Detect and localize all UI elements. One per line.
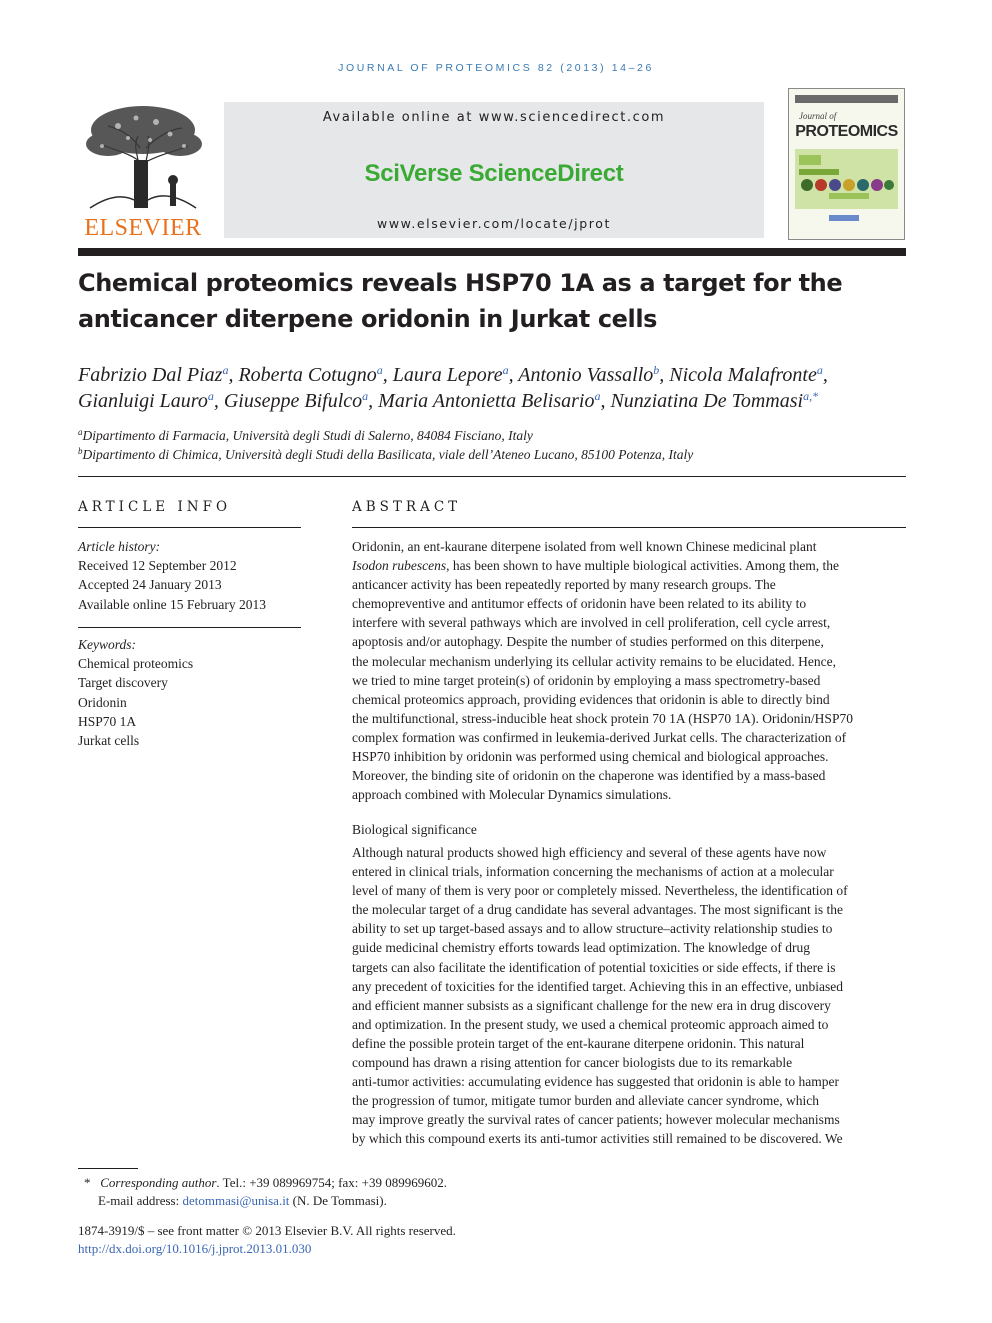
abstract-line: complex formation was confirmed in leukemia-derived Jurkat cells. The characterization of <box>352 729 847 745</box>
abstract-line: anticancer activity has been repeatedly reported by many research groups. The <box>352 577 776 593</box>
bio-line: the progression of tumor, mitigate tumor burden and alleviate cancer syndrome, which <box>352 1093 819 1109</box>
abstract-line-rest: , has been shown to have multiple biological activities. Among them, the <box>446 558 840 574</box>
bio-line: level of many of them is very poor or completely missed. Nevertheless, the identification of <box>352 883 848 899</box>
bio-line: compound has drawn a rising attention for cancer biologists due to its remarkable <box>352 1055 793 1071</box>
footnote-star: * <box>84 1175 91 1190</box>
bio-line: and efficient manner subsists as a significant challenge for the new era in drug discovery <box>352 997 831 1013</box>
author-line-1 <box>78 362 918 388</box>
bio-line: the molecular target of a drug candidate has several advantages. The most significant is the <box>352 902 843 918</box>
history-rule <box>78 627 301 628</box>
bio-line: define the possible protein target of the ent-kaurane diterpene oridonin. This natural <box>352 1035 805 1051</box>
bio-line: may improve greatly the survival rates of cancer patients; however molecular mechanisms <box>352 1112 840 1128</box>
author-affil-link[interactable]: a <box>207 389 214 403</box>
affiliation-text: Dipartimento di Farmacia, Università degli Studi di Salerno, 84084 Fisciano, Italy <box>82 428 533 443</box>
author-affil-link[interactable]: a <box>362 389 369 403</box>
available-online-text: Available online at www.sciencedirect.com <box>322 110 666 125</box>
cover-title: PROTEOMICS <box>795 123 898 140</box>
keyword-item: HSP70 1A <box>78 713 137 729</box>
bio-line: ability to set up target-based assays and to allow structure–activity relationship studies to <box>352 921 833 937</box>
species-name: Isodon rubescens <box>352 558 447 574</box>
header-rule <box>78 248 906 256</box>
keyword-item: Chemical proteomics <box>78 656 194 672</box>
journal-url[interactable]: www.elsevier.com/locate/jprot <box>377 216 611 231</box>
affiliation-text: Dipartimento di Chimica, Università degli Studi della Basilicata, viale dell’Ateneo Lucano, 85100 Potenza, Italy <box>82 447 694 462</box>
abstract-line: apoptosis and/or autophagy. Despite the number of studies performed on this diterpene, <box>352 634 824 650</box>
affiliation-marker: a <box>78 427 83 437</box>
abstract-line: approach combined with Molecular Dynamics simulations. <box>352 787 672 803</box>
author-affil-link[interactable]: a,* <box>803 389 819 403</box>
biological-significance-heading: Biological significance <box>352 822 477 837</box>
email-line <box>78 1192 447 1210</box>
abstract-line: chemical proteomics approach, providing evidences that oridonin is able to directly bind <box>352 691 830 707</box>
history-received: Received 12 September 2012 <box>78 558 237 574</box>
abstract-line <box>352 556 906 575</box>
email-label: E-mail address: <box>98 1193 183 1208</box>
email-link[interactable]: detommasi@unisa.it <box>182 1193 290 1208</box>
cover-subtitle: Journal of <box>799 111 837 121</box>
corresponding-author-label: Corresponding author <box>100 1175 217 1190</box>
footnote-rule <box>78 1168 138 1169</box>
affiliations <box>78 426 918 464</box>
history-online: Available online 15 February 2013 <box>78 596 266 612</box>
keywords-label: Keywords: <box>78 637 136 652</box>
sciencedirect-banner <box>224 102 764 238</box>
bio-line: and optimization. In the present study, we used a chemical proteomic approach aimed to <box>352 1016 829 1032</box>
author-name: Nicola Malafronte <box>669 364 817 386</box>
bio-line: entered in clinical trials, information concerning the mechanisms of action at a molecular <box>352 864 834 880</box>
keyword-item: Jurkat cells <box>78 733 140 749</box>
article-history <box>78 537 303 614</box>
article-info-rule <box>78 527 301 528</box>
history-accepted: Accepted 24 January 2013 <box>78 577 222 593</box>
author-name: Giuseppe Bifulco <box>223 390 363 412</box>
author-line-2 <box>78 388 918 414</box>
affiliation-rule <box>78 476 906 477</box>
keyword-item: Target discovery <box>78 675 168 691</box>
corresponding-author-note <box>78 1174 447 1210</box>
author-list <box>78 362 918 414</box>
author-affil-link[interactable]: a <box>502 363 509 377</box>
author-affil-link[interactable]: a <box>222 363 229 377</box>
article-title <box>78 265 908 337</box>
bio-line: Although natural products showed high efficiency and several of these agents have now <box>352 845 827 860</box>
bio-line: anti-tumor activities: accumulating evidence has suggested that oridonin is able to hamper <box>352 1074 839 1090</box>
abstract-line: we tried to mine target protein(s) of oridonin by employing a mass spectrometry-based <box>352 672 821 688</box>
abstract-body <box>352 537 906 804</box>
bio-line: guide medicinal chemistry efforts towards lead optimization. The knowledge of drug <box>352 940 811 956</box>
author-separator: , <box>228 364 239 386</box>
author-separator: , <box>213 390 224 412</box>
keyword-item: Oridonin <box>78 694 127 710</box>
author-affil-link[interactable]: a <box>594 389 601 403</box>
author-separator: , <box>822 364 828 386</box>
abstract-line: Oridonin, an ent-kaurane diterpene isolated from well known Chinese medicinal plant <box>352 539 817 554</box>
author-affil-link[interactable]: b <box>653 363 660 377</box>
issn-copyright: 1874-3919/$ – see front matter © 2013 Elsevier B.V. All rights reserved. <box>78 1223 456 1238</box>
affiliation-b <box>78 445 918 464</box>
author-affil-link[interactable]: a <box>376 363 383 377</box>
sciverse-sciencedirect-logo: SciVerse ScienceDirect <box>364 160 624 187</box>
author-name: Nunziatina De Tommasi <box>610 390 804 412</box>
bio-line: targets can also facilitate the identification of potential toxicities or side effects, if there is <box>352 959 836 975</box>
bio-line: any precedent of toxicities for the identified target. Achieving this in an effective, unbiased <box>352 978 843 994</box>
journal-cover <box>788 88 905 240</box>
keywords <box>78 635 303 750</box>
author-separator: , <box>659 364 670 386</box>
author-name: Fabrizio Dal Piaz <box>78 364 223 386</box>
abstract-rule <box>352 527 906 528</box>
article-history-label: Article history: <box>78 539 161 554</box>
author-separator: , <box>368 390 379 412</box>
doi-link[interactable]: http://dx.doi.org/10.1016/j.jprot.2013.01.030 <box>78 1241 312 1256</box>
author-separator: , <box>382 364 393 386</box>
abstract-line: HSP70 inhibition by oridonin was performed using chemical and biological approaches. <box>352 749 829 765</box>
elsevier-logo <box>78 100 208 242</box>
abstract-line: interfere with several pathways which are involved in cell proliferation, cell cycle arrest, <box>352 615 831 631</box>
email-owner: (N. De Tommasi). <box>289 1193 387 1208</box>
biological-significance-body <box>352 843 906 1149</box>
abstract-heading: ABSTRACT <box>352 499 462 515</box>
abstract-line: chemopreventive and antitumor effects of oridonin have been related to its ability to <box>352 596 807 612</box>
elsevier-wordmark: ELSEVIER <box>84 215 202 241</box>
author-name: Maria Antonietta Belisario <box>378 390 595 412</box>
abstract-line: the multifunctional, stress-inducible heat shock protein 70 1A (HSP70 1A). Oridonin/HSP70 <box>352 710 853 726</box>
author-name: Antonio Vassallo <box>518 364 654 386</box>
bio-line: by which this compound exerts its anti-tumor activities still remained to be discovered. We <box>352 1131 843 1147</box>
abstract-line: the molecular mechanism underlying its cellular activity remains to be elucidated. Hence, <box>352 653 836 669</box>
author-separator: , <box>600 390 611 412</box>
author-separator: , <box>508 364 519 386</box>
affiliation-a <box>78 426 918 445</box>
journal-running-header: JOURNAL OF PROTEOMICS 82 (2013) 14–26 <box>338 62 654 74</box>
author-name: Roberta Cotugno <box>238 364 377 386</box>
title-line-1: Chemical proteomics reveals HSP70 1A as a target for the <box>78 269 843 297</box>
abstract-line: Moreover, the binding site of oridonin on the chaperone was identified by a mass-based <box>352 768 826 784</box>
corresponding-author-contact: . Tel.: +39 089969754; fax: +39 089969602. <box>216 1175 447 1190</box>
author-name: Gianluigi Lauro <box>78 390 208 412</box>
front-matter-note <box>78 1222 456 1258</box>
elsevier-tree-icon <box>78 100 208 212</box>
author-affil-link[interactable]: a <box>816 363 823 377</box>
article-info-heading: ARTICLE INFO <box>78 499 232 515</box>
affiliation-marker: b <box>78 446 83 456</box>
title-line-2: anticancer diterpene oridonin in Jurkat cells <box>78 305 658 333</box>
corresponding-author-line <box>78 1174 447 1192</box>
author-name: Laura Lepore <box>392 364 503 386</box>
